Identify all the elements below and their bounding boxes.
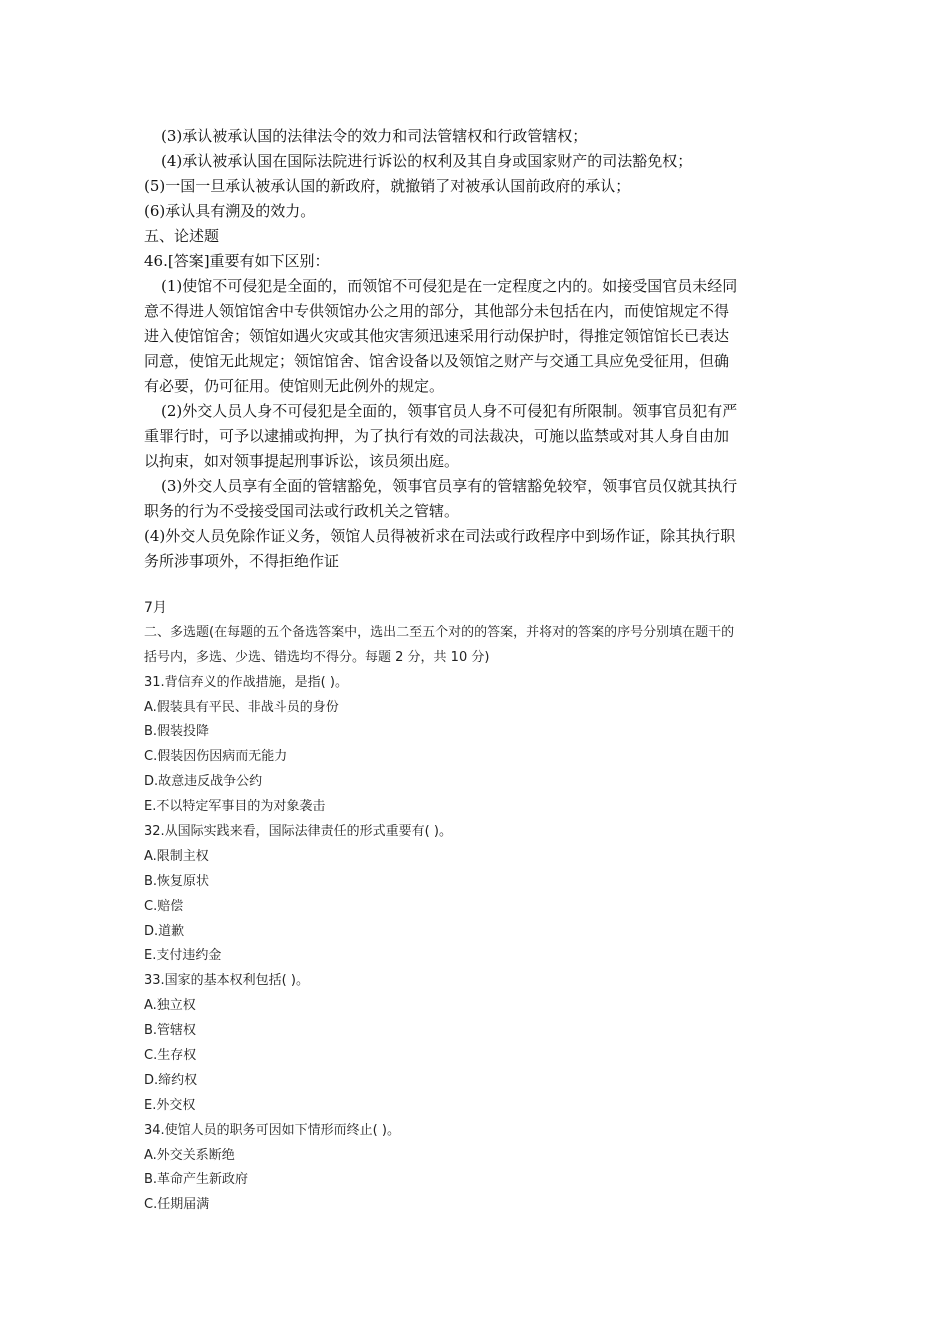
answer-option: A.外交关系断绝: [144, 1147, 235, 1163]
answer-option: B.恢复原状: [144, 873, 210, 889]
answer-line: 以拘束，如对领事提起刑事诉讼，该员须出庭。: [144, 452, 460, 470]
answer-option: A.假装具有平民、非战斗员的身份: [144, 699, 339, 715]
answer-line: 务所涉事项外，不得拒绝作证: [144, 552, 340, 570]
question-stem: 33.国家的基本权利包括( )。: [144, 973, 309, 989]
month-heading: 7月: [144, 600, 167, 616]
answer-line: (2)外交人员人身不可侵犯是全面的，领事官员人身不可侵犯有所限制。领事官员犯有严: [161, 402, 738, 420]
instruction-line: 二、多选题(在每题的五个备选答案中，选出二至五个对的的答案，并将对的答案的序号分别填在题干的: [144, 624, 735, 640]
answer-option: C.赔偿: [144, 898, 184, 914]
answer-line: (1)使馆不可侵犯是全面的，而领馆不可侵犯是在一定程度之内的。如接受国官员未经同: [161, 277, 738, 295]
question-stem: 34.使馆人员的职务可因如下情形而终止( )。: [144, 1122, 400, 1138]
answer-line: 意不得进人领馆馆舍中专供领馆办公之用的部分，其他部分未包括在内，而使馆规定不得: [144, 302, 730, 320]
section-heading: 五、论述题: [144, 227, 220, 245]
answer-option: B.管辖权: [144, 1023, 197, 1039]
answer-option: E.支付违约金: [144, 948, 222, 964]
answer-line: 重罪行时，可予以逮捕或拘押，为了执行有效的司法裁决，可施以监禁或对其人身自由加: [144, 427, 730, 445]
question-stem: 32.从国际实践来看，国际法律责任的形式重要有( )。: [144, 824, 452, 840]
question-section: [144, 596, 808, 1218]
answer-option: E.外交权: [144, 1097, 196, 1113]
answer-option: A.独立权: [144, 998, 196, 1014]
answer-section: [144, 124, 808, 574]
question-stem: 31.背信弃义的作战措施，是指( )。: [144, 674, 348, 690]
instruction-line: 括号内，多选、少选、错选均不得分。每题 2 分，共 10 分): [144, 649, 490, 665]
answer-option: E.不以特定军事目的为对象袭击: [144, 799, 326, 815]
answer-line: (5)一国一旦承认被承认国的新政府，就撤销了对被承认国前政府的承认；: [144, 177, 631, 195]
question-answer-heading: 46.[答案]重要有如下区别：: [144, 252, 330, 270]
answer-option: C.生存权: [144, 1048, 197, 1064]
answer-option: C.假装因伤因病而无能力: [144, 749, 288, 765]
answer-line: (3)外交人员享有全面的管辖豁免，领事官员享有的管辖豁免较窄，领事官员仅就其执行: [161, 477, 738, 495]
answer-line: (4)外交人员免除作证义务，领馆人员得被祈求在司法或行政程序中到场作证，除其执行职: [144, 527, 736, 545]
answer-line: 同意，使馆无此规定；领馆馆舍、馆舍设备以及领馆之财产与交通工具应免受征用，但确: [144, 352, 730, 370]
answer-option: D.故意违反战争公约: [144, 774, 263, 790]
answer-line: 有必要，仍可征用。使馆则无此例外的规定。: [144, 377, 445, 395]
answer-line: (4)承认被承认国在国际法院进行诉讼的权利及其自身或国家财产的司法豁免权；: [161, 152, 693, 170]
answer-line: (6)承认具有溯及的效力。: [144, 202, 316, 220]
answer-option: A.限制主权: [144, 848, 209, 864]
answer-line: 进入使馆馆舍；领馆如遇火灾或其他灾害须迅速采用行动保护时，得推定领馆馆长已表达: [144, 327, 730, 345]
answer-option: B.假装投降: [144, 724, 210, 740]
answer-option: C.任期届满: [144, 1197, 210, 1213]
answer-line: (3)承认被承认国的法律法令的效力和司法管辖权和行政管辖权；: [161, 127, 588, 145]
answer-option: D.道歉: [144, 923, 185, 939]
answer-option: D.缔约权: [144, 1072, 198, 1088]
answer-option: B.革命产生新政府: [144, 1172, 249, 1188]
answer-line: 职务的行为不受接受国司法或行政机关之管辖。: [144, 502, 460, 520]
